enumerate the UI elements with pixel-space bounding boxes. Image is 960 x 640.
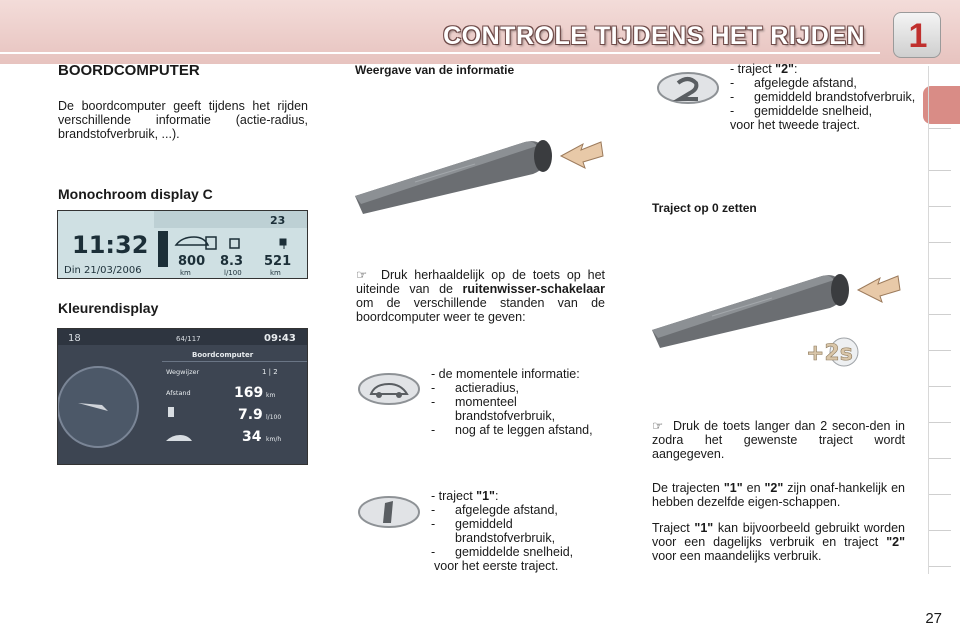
mono-unit-3: km [270, 269, 281, 277]
instruction-text-pre: Druk herhaaldelijk op de toets op het uiteinde van de [356, 268, 605, 296]
side-tabs [928, 66, 950, 574]
car-button-icon [357, 372, 421, 406]
reset-heading: Traject op 0 zetten [652, 201, 757, 215]
instruction-text-bold: ruitenwisser-schakelaar [462, 282, 605, 296]
color-title: Boordcomputer [192, 351, 254, 359]
list-item: - gemiddeld brandstofverbruik, [431, 517, 556, 545]
mono-value-2: 8.3 [220, 254, 244, 269]
current-info-list [431, 367, 611, 437]
color-time: 09:43 [264, 333, 296, 344]
fuel-icon [168, 407, 174, 417]
side-tab-divider [929, 314, 951, 315]
page-title: CONTROLE TIJDENS HET RIJDEN [443, 22, 865, 50]
color-unit-3: km/h [266, 436, 282, 443]
list-item: - gemiddelde snelheid, [431, 545, 574, 559]
trip-independence-paragraph: De trajecten "1" en "2" zijn onaf-hankelijk en hebben dezelfde eigen-schappen. [652, 481, 905, 509]
trip-1-outro: voor het eerste traject. [434, 559, 559, 573]
side-tab-divider [929, 494, 951, 495]
header-divider [0, 52, 880, 54]
mono-value-3: 521 [264, 254, 292, 269]
pump-icon [230, 239, 239, 248]
hand-pointer-icon: ☞ [652, 419, 673, 433]
wiper-stalk-reset-illustration [652, 268, 902, 368]
arrow-icon [561, 142, 603, 168]
side-tab-divider [929, 566, 951, 567]
color-trip: 1 | 2 [262, 368, 278, 376]
arrow-icon [858, 276, 900, 302]
color-value-2: 7.9 [238, 407, 263, 423]
color-value-1: 169 [234, 385, 264, 401]
side-tab-divider [929, 350, 951, 351]
color-radio: 64/117 [176, 335, 201, 343]
color-label-2: Afstand [166, 389, 191, 397]
trip-usage-paragraph: Traject "1" kan bijvoorbeeld gebruikt worden voor een dagelijks verbruik en traject "2" voor een maandelijks verbruik. [652, 521, 905, 563]
chapter-badge [893, 12, 941, 58]
color-display [57, 328, 308, 465]
side-tab-divider [929, 170, 951, 171]
mono-unit-2: l/100 [224, 269, 242, 277]
color-display-graphic [58, 329, 307, 464]
side-tab-divider [929, 128, 951, 129]
color-display-heading: Kleurendisplay [58, 300, 159, 316]
color-value-3: 34 [242, 429, 262, 445]
list-item: - afgelegde afstand, [431, 503, 558, 517]
instruction-paragraph [356, 268, 605, 324]
section-title: BOORDCOMPUTER [58, 62, 200, 79]
list-item: - afgelegde afstand, [730, 76, 857, 90]
trip-2-list [730, 62, 920, 132]
list-item: - actieradius, [431, 381, 519, 395]
mono-time: 11:32 [72, 231, 149, 259]
color-label-1: Wegwijzer [166, 368, 200, 376]
monochrome-display-graphic [58, 211, 307, 278]
side-tab-divider [929, 530, 951, 531]
side-tab-divider [929, 422, 951, 423]
reset-badge: +2s [806, 341, 853, 366]
trip-1-button-icon [357, 495, 421, 529]
reset-instruction: ☞ Druk de toets langer dan 2 secon-den in zodra het gewenste traject wordt aangegeven. [652, 419, 905, 461]
color-temperature: 18 [68, 333, 81, 344]
mono-display-heading: Monochroom display C [58, 186, 213, 202]
side-tab-divider [929, 242, 951, 243]
trip-2-button-icon [656, 71, 720, 105]
side-tab-divider [929, 386, 951, 387]
info-display-heading: Weergave van de informatie [355, 63, 515, 77]
side-tab-divider [929, 458, 951, 459]
mono-value-1: 800 [178, 254, 206, 269]
page-number: 27 [925, 610, 942, 627]
chapter-number: 1 [908, 17, 928, 55]
list-item: - gemiddeld brandstofverbruik, [730, 90, 916, 104]
side-tab-divider [929, 206, 951, 207]
instruction-text-post: om de verschillende standen van de boordcomputer weer te geven: [356, 296, 605, 324]
car-icon [176, 237, 208, 245]
hand-pointer-icon: ☞ [356, 268, 381, 282]
trip-1-list [431, 489, 611, 573]
trip-2-intro: - traject "2": [730, 62, 798, 76]
list-item: - nog af te leggen afstand, [431, 423, 593, 437]
monochrome-display [57, 210, 308, 279]
color-unit-2: l/100 [266, 414, 282, 421]
mono-date: Din 21/03/2006 [64, 265, 142, 276]
mono-unit-1: km [180, 269, 191, 277]
intro-paragraph: De boordcomputer geeft tijdens het rijden verschillende informatie (actie-radius, brandstofverbruik, ...). [58, 99, 308, 141]
side-tab-divider [929, 278, 951, 279]
list-item: - gemiddelde snelheid, [730, 104, 873, 118]
current-info-intro: - de momentele informatie: [431, 367, 580, 381]
trip-1-intro: - traject "1": [431, 489, 499, 503]
trip-2-outro: voor het tweede traject. [730, 118, 860, 132]
wiper-stalk-illustration [355, 134, 605, 214]
list-item: - momenteel brandstofverbruik, [431, 395, 556, 423]
car-icon [166, 435, 192, 441]
mono-temperature: 23 [270, 214, 286, 227]
color-unit-1: km [266, 392, 276, 399]
flag-icon [280, 239, 286, 249]
page-header [0, 0, 960, 64]
